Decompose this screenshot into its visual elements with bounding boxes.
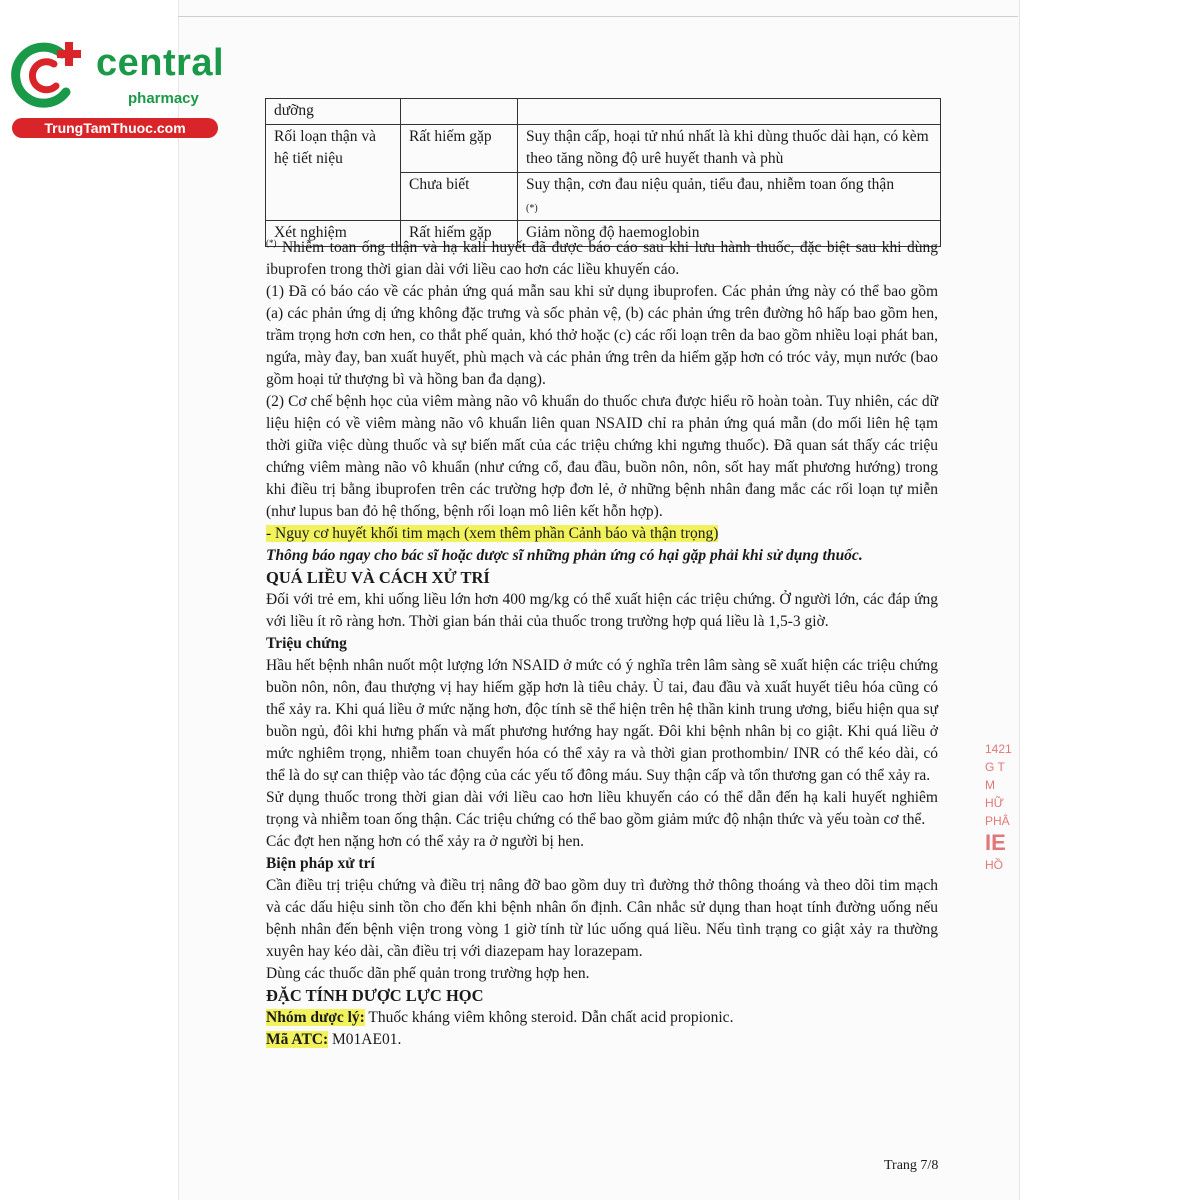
notify-doctor-note: Thông báo ngay cho bác sĩ hoặc dược sĩ những phản ứng có hại gặp phải khi sử dụng thuốc. [266, 547, 863, 565]
cardiovascular-risk-note [266, 523, 938, 545]
table-cell-effect: Giảm nồng độ haemoglobin [518, 221, 941, 247]
page-number: Trang 7/8 [884, 1158, 939, 1173]
logo-subtitle: pharmacy [128, 90, 199, 107]
pharmacodynamics-heading: ĐẶC TÍNH DƯỢC LỰC HỌC [266, 986, 484, 1006]
logo-website[interactable]: TrungTamThuoc.com [12, 118, 218, 138]
stamp-text: 1421 [985, 742, 1012, 756]
overdose-intro: Đối với trẻ em, khi uống liều lớn hơn 400 mg/kg có thể xuất hiện các triệu chứng. Ở người lớn, các đáp ứng với liều ít rõ ràng hơn. Thời gian bán thải của thuốc trong trường hợp quá liều là 1,5-3 giờ. [266, 591, 938, 631]
stamp-text: HỒ [985, 858, 1003, 872]
stamp-text: M HỮ [985, 778, 1004, 810]
table-cell-effect: Suy thận cấp, hoại tử nhú nhất là khi dùng thuốc dài hạn, có kèm theo tăng nồng độ urê huyết thanh và phù [518, 125, 941, 173]
group-label: Nhóm dược lý: [266, 1009, 365, 1027]
table-cell-frequency: Rất hiếm gặp [401, 125, 518, 173]
atc-label: Mã ATC: [266, 1031, 329, 1049]
stamp-text: IE [985, 830, 1006, 855]
table-cell-frequency: Rất hiếm gặp [401, 221, 518, 247]
overdose-heading: QUÁ LIỀU VÀ CÁCH XỬ TRÍ [266, 568, 490, 588]
table-cell-effect [518, 173, 941, 221]
table-cell-effect [518, 99, 941, 125]
effect-text: Suy thận, cơn đau niệu quản, tiểu đau, nhiễm toan ống thận [526, 176, 895, 193]
table-cell-system: Rối loạn thận và hệ tiết niệu [266, 125, 401, 221]
footnote-mark: (*) [266, 238, 277, 248]
symptoms-paragraph: Sử dụng thuốc trong thời gian dài với liều cao hơn liều khuyến cáo có thể dẫn đến hạ kali huyết nghiêm trọng và nhiễm toan ống thận. Các triệu chứng có thể bao gồm giảm mức độ nhận thức và yếu toàn cơ thể. [266, 789, 938, 829]
logo-name: central [96, 42, 225, 84]
highlighted-text: - Nguy cơ huyết khối tim mạch (xem thêm phần Cảnh báo và thận trọng) [266, 525, 719, 543]
atc-value: M01AE01. [328, 1031, 402, 1049]
table-cell-frequency [401, 99, 518, 125]
pharmacologic-group [266, 1007, 938, 1029]
page-top-rule [178, 16, 1018, 17]
pharmacy-cross-icon [10, 40, 88, 112]
symptoms-paragraph: Các đợt hen nặng hơn có thể xảy ra ở người bị hen. [266, 833, 584, 851]
note-2: (2) Cơ chế bệnh học của viêm màng não vô khuẩn do thuốc chưa được hiểu rõ hoàn toàn. Tuy nhiên, các dữ liệu hiện có về viêm màng não vô khuẩn liên quan NSAID chỉ ra phản ứng quá mẫn (do mối liên hệ tạm thời giữa việc dùng thuốc và sự biến mất của các triệu chứng khi ngưng thuốc). Đã quan sát thấy các triệu chứng viêm màng não vô khuẩn (như cứng cổ, đau đầu, buồn nôn, nôn, sốt hay mất phương hướng) trong khi điều trị bằng ibuprofen trên các trường hợp đơn lẻ, ở những bệnh nhân đang mắc các rối loạn tự miễn (như lupus ban đỏ hệ thống, bệnh rối loạn mô liên kết hỗn hợp). [266, 393, 938, 521]
footnote-star [266, 232, 938, 281]
table-cell-frequency: Chưa biết [401, 173, 518, 221]
central-pharmacy-logo[interactable] [10, 38, 225, 138]
table-row [266, 125, 941, 173]
treatment-paragraph: Dùng các thuốc dãn phế quản trong trường hợp hen. [266, 965, 590, 983]
footnote-marker: (*) [526, 203, 538, 214]
footnote-text: Nhiễm toan ống thận và hạ kali huyết đã được báo cáo sau khi lưu hành thuốc, đặc biệt sau khi dùng ibuprofen trong thời gian dài với liều cao hơn các liều khuyến cáo. [266, 239, 938, 279]
stamp-text: G T [985, 760, 1005, 774]
treatment-paragraph: Cần điều trị triệu chứng và điều trị nâng đỡ bao gồm duy trì đường thở thông thoáng và theo dõi tim mạch và các dấu hiệu sinh tồn cho đến khi bệnh nhân ổn định. Cân nhắc sử dụng than hoạt tính đường uống nếu bệnh nhân đến bệnh viện trong vòng 1 giờ tính từ lúc uống quá liều. Nếu tình trạng co giật xảy ra thường xuyên hay kéo dài, cần điều trị với diazepam hay lorazepam. [266, 877, 938, 961]
treatment-heading: Biện pháp xử trí [266, 855, 375, 873]
table-cell-system: dưỡng [266, 99, 401, 125]
table-cell-system: Xét nghiệm [266, 221, 401, 247]
adverse-effects-table [265, 98, 941, 247]
atc-code [266, 1029, 938, 1051]
red-stamp-fragment [985, 740, 1017, 890]
document-body [266, 232, 938, 1051]
note-1: (1) Đã có báo cáo về các phản ứng quá mẫn sau khi sử dụng ibuprofen. Các phản ứng này có thể bao gồm (a) các phản ứng dị ứng không đặc trưng và sốc phản vệ, (b) các phản ứng trên đường hô hấp bao gồm hen, trầm trọng hơn cơn hen, co thắt phế quản, khó thở hoặc (c) các rối loạn trên da bao gồm nhiều loại phát ban, ngứa, mày đay, ban xuất huyết, phù mạch và các phản ứng trên da hiếm gặp hơn có tróc vảy, mụn nước (bao gồm hoại tử thượng bì và hồng ban đa dạng). [266, 283, 938, 389]
group-value: Thuốc kháng viêm không steroid. Dẫn chất acid propionic. [364, 1009, 734, 1027]
symptoms-heading: Triệu chứng [266, 635, 347, 653]
table-row [266, 99, 941, 125]
symptoms-paragraph: Hầu hết bệnh nhân nuốt một lượng lớn NSAID ở mức có ý nghĩa trên lâm sàng sẽ xuất hiện các triệu chứng buồn nôn, nôn, đau thượng vị hay hiếm gặp hơn là tiêu chảy. Ù tai, đau đầu và xuất huyết tiêu hóa cũng có thể xảy ra. Khi quá liều ở mức nặng hơn, độc tính sẽ thể hiện trên hệ thần kinh trung ương, biểu hiện qua sự buồn ngủ, đôi khi hưng phấn và mất phương hướng hay ngất. Đôi khi bệnh nhân bị co giật. Khi quá liều ở mức nghiêm trọng, nhiễm toan chuyển hóa có thể xảy ra và thời gian prothombin/ INR có thể kéo dài, có thể là do sự can thiệp vào tác động của các yếu tố đông máu. Suy thận cấp và tổn thương gan có thể xảy ra. [266, 657, 938, 785]
stamp-text: PHÂ [985, 814, 1010, 828]
